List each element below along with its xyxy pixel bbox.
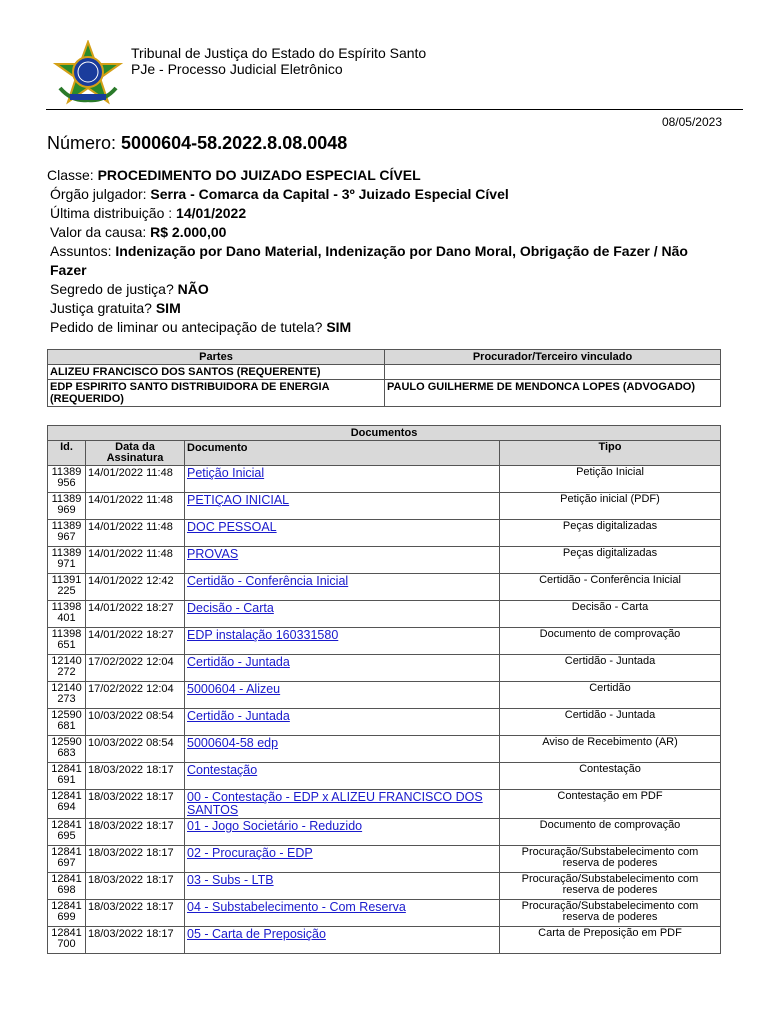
- tipo-cell: Aviso de Recebimento (AR): [500, 736, 721, 763]
- date-cell: 18/03/2022 18:17: [86, 763, 185, 790]
- id-part1: 12841: [51, 819, 82, 831]
- procurador-cell: PAULO GUILHERME DE MENDONCA LOPES (ADVOGADO): [385, 380, 721, 407]
- date-cell: 10/03/2022 08:54: [86, 736, 185, 763]
- table-row: [48, 466, 721, 493]
- procurador-cell: [385, 365, 721, 380]
- document-link[interactable]: Contestação: [187, 763, 258, 777]
- documento-header: Documento: [185, 441, 500, 466]
- table-row: [48, 819, 721, 846]
- document-cell: [185, 846, 500, 873]
- id-part1: 11389: [51, 547, 82, 559]
- tipo-cell: Decisão - Carta: [500, 601, 721, 628]
- id-cell: [48, 466, 86, 493]
- document-cell: [185, 873, 500, 900]
- id-cell: [48, 900, 86, 927]
- date-cell: 14/01/2022 11:48: [86, 493, 185, 520]
- date-cell: 18/03/2022 18:17: [86, 873, 185, 900]
- orgao-label: Órgão julgador:: [50, 186, 147, 202]
- document-cell: [185, 900, 500, 927]
- id-part2: 681: [57, 720, 76, 732]
- tipo-cell: Contestação: [500, 763, 721, 790]
- documentos-table: [47, 425, 721, 954]
- table-row: [48, 628, 721, 655]
- document-cell: [185, 790, 500, 819]
- table-row: [48, 520, 721, 547]
- tipo-cell: Petição Inicial: [500, 466, 721, 493]
- data-header: Data da Assinatura: [86, 441, 185, 466]
- id-part2: 699: [57, 911, 76, 923]
- id-cell: [48, 819, 86, 846]
- id-cell: [48, 601, 86, 628]
- date-cell: 18/03/2022 18:17: [86, 819, 185, 846]
- table-row: [48, 900, 721, 927]
- document-link[interactable]: Certidão - Juntada: [187, 709, 290, 723]
- id-part1: 11389: [51, 466, 82, 478]
- id-cell: [48, 547, 86, 574]
- id-part2: 651: [57, 639, 76, 651]
- gratuita-value: SIM: [155, 300, 181, 316]
- id-part2: 969: [57, 504, 76, 516]
- liminar-value: SIM: [326, 319, 352, 335]
- document-cell: [185, 493, 500, 520]
- process-number-label: Número:: [47, 133, 117, 153]
- tipo-cell: Certidão - Juntada: [500, 709, 721, 736]
- orgao-value: Serra - Comarca da Capital - 3º Juizado Especial Cível: [150, 186, 509, 202]
- id-part2: 971: [57, 558, 76, 570]
- table-row: [48, 655, 721, 682]
- table-row: [48, 574, 721, 601]
- id-cell: [48, 846, 86, 873]
- id-part1: 12590: [51, 709, 82, 721]
- id-header: Id.: [48, 441, 86, 466]
- document-cell: [185, 466, 500, 493]
- document-cell: [185, 574, 500, 601]
- id-part1: 12841: [51, 846, 82, 858]
- tipo-cell: Petição inicial (PDF): [500, 493, 721, 520]
- gratuita-label: Justiça gratuita?: [50, 300, 152, 316]
- id-part1: 12841: [51, 873, 82, 885]
- document-cell: [185, 601, 500, 628]
- document-link[interactable]: 05 - Carta de Preposição: [187, 927, 326, 941]
- segredo-line: [47, 280, 727, 299]
- tipo-cell: Peças digitalizadas: [500, 520, 721, 547]
- system-name: PJe - Processo Judicial Eletrônico: [131, 61, 343, 77]
- procurador-header: Procurador/Terceiro vinculado: [385, 350, 721, 365]
- parte-cell: ALIZEU FRANCISCO DOS SANTOS (REQUERENTE): [48, 365, 385, 380]
- id-part2: 698: [57, 884, 76, 896]
- document-link[interactable]: Decisão - Carta: [187, 601, 274, 615]
- date-cell: 14/01/2022 11:48: [86, 547, 185, 574]
- table-row: [48, 709, 721, 736]
- id-part1: 12590: [51, 736, 82, 748]
- table-row: [48, 736, 721, 763]
- segredo-value: NÃO: [177, 281, 209, 297]
- tipo-header: Tipo: [500, 441, 721, 466]
- header-divider: [46, 109, 743, 110]
- date-cell: 14/01/2022 11:48: [86, 520, 185, 547]
- table-row: [48, 763, 721, 790]
- id-part2: 273: [57, 693, 76, 705]
- segredo-label: Segredo de justiça?: [50, 281, 174, 297]
- id-part1: 12841: [51, 790, 82, 802]
- tipo-cell: Peças digitalizadas: [500, 547, 721, 574]
- process-info: [47, 166, 727, 337]
- document-cell: [185, 736, 500, 763]
- document-link[interactable]: EDP instalação 160331580: [187, 628, 339, 642]
- date-cell: 10/03/2022 08:54: [86, 709, 185, 736]
- document-cell: [185, 655, 500, 682]
- assuntos-label: Assuntos:: [50, 243, 112, 259]
- table-row: [48, 790, 721, 819]
- tipo-cell: Documento de comprovação: [500, 628, 721, 655]
- document-cell: [185, 709, 500, 736]
- assuntos-value: Indenização por Dano Material, Indenização por Dano Moral, Obrigação de Fazer / Não Fazer: [50, 243, 688, 278]
- distribuicao-label: Última distribuição :: [50, 205, 173, 221]
- parte-cell: EDP ESPIRITO SANTO DISTRIBUIDORA DE ENERGIA (REQUERIDO): [48, 380, 385, 407]
- valor-label: Valor da causa:: [50, 224, 147, 240]
- id-part2: 694: [57, 801, 76, 813]
- document-link[interactable]: 04 - Substabelecimento - Com Reserva: [187, 900, 406, 914]
- table-row: [48, 682, 721, 709]
- document-link[interactable]: Certidão - Juntada: [187, 655, 290, 669]
- id-part1: 12140: [51, 655, 82, 667]
- id-part2: 272: [57, 666, 76, 678]
- document-cell: [185, 819, 500, 846]
- orgao-line: [47, 185, 727, 204]
- document-link[interactable]: DOC PESSOAL: [187, 520, 277, 534]
- table-row: [48, 846, 721, 873]
- brazil-coat-of-arms-icon: [52, 40, 124, 106]
- id-cell: [48, 736, 86, 763]
- process-number: [47, 133, 347, 154]
- tipo-cell: Certidão - Conferência Inicial: [500, 574, 721, 601]
- document-cell: [185, 927, 500, 954]
- id-part2: 683: [57, 747, 76, 759]
- id-part1: 11398: [51, 601, 82, 613]
- id-part2: 225: [57, 585, 76, 597]
- distribuicao-value: 14/01/2022: [176, 205, 247, 221]
- document-link[interactable]: 02 - Procuração - EDP: [187, 846, 313, 860]
- tipo-cell: Certidão - Juntada: [500, 655, 721, 682]
- date-cell: 14/01/2022 18:27: [86, 628, 185, 655]
- id-cell: [48, 520, 86, 547]
- id-part1: 11389: [51, 520, 82, 532]
- id-cell: [48, 873, 86, 900]
- gratuita-line: [47, 299, 727, 318]
- table-row: [48, 873, 721, 900]
- id-cell: [48, 927, 86, 954]
- date-cell: 18/03/2022 18:17: [86, 790, 185, 819]
- liminar-label: Pedido de liminar ou antecipação de tutela?: [50, 319, 323, 335]
- id-cell: [48, 763, 86, 790]
- date-cell: 18/03/2022 18:17: [86, 900, 185, 927]
- document-link[interactable]: 03 - Subs - LTB: [187, 873, 274, 887]
- table-row: [48, 493, 721, 520]
- document-cell: [185, 628, 500, 655]
- id-part1: 12841: [51, 927, 82, 939]
- id-part2: 695: [57, 830, 76, 842]
- tipo-cell: Procuração/Substabelecimento com reserva de poderes: [500, 900, 721, 927]
- table-row: [48, 927, 721, 954]
- id-part2: 401: [57, 612, 76, 624]
- classe-line: [47, 166, 727, 185]
- document-cell: [185, 682, 500, 709]
- id-cell: [48, 682, 86, 709]
- distribuicao-line: [47, 204, 727, 223]
- document-link[interactable]: PETIÇAO INICIAL: [187, 493, 290, 507]
- document-link[interactable]: 5000604-58 edp: [187, 736, 279, 750]
- id-part1: 12841: [51, 900, 82, 912]
- id-part1: 12841: [51, 763, 82, 775]
- document-cell: [185, 763, 500, 790]
- date-cell: 14/01/2022 18:27: [86, 601, 185, 628]
- date-cell: 18/03/2022 18:17: [86, 846, 185, 873]
- partes-header: Partes: [48, 350, 385, 365]
- document-cell: [185, 520, 500, 547]
- id-cell: [48, 790, 86, 819]
- document-link[interactable]: Petição Inicial: [187, 466, 265, 480]
- id-cell: [48, 655, 86, 682]
- document-link[interactable]: 00 - Contestação - EDP x ALIZEU FRANCISCO DOS SANTOS: [187, 790, 483, 817]
- date-cell: 17/02/2022 12:04: [86, 655, 185, 682]
- id-part2: 691: [57, 774, 76, 786]
- documentos-title: Documentos: [48, 426, 721, 441]
- assuntos-line: [47, 242, 727, 280]
- id-part1: 12140: [51, 682, 82, 694]
- id-part2: 700: [57, 938, 76, 950]
- valor-value: R$ 2.000,00: [150, 224, 227, 240]
- document-link[interactable]: Certidão - Conferência Inicial: [187, 574, 349, 588]
- tipo-cell: Carta de Preposição em PDF: [500, 927, 721, 954]
- table-row: [48, 601, 721, 628]
- court-name: Tribunal de Justiça do Estado do Espírito Santo: [131, 45, 427, 61]
- document-link[interactable]: 5000604 - Alizeu: [187, 682, 281, 696]
- print-date: 08/05/2023: [661, 115, 722, 129]
- valor-line: [47, 223, 727, 242]
- document-link[interactable]: 01 - Jogo Societário - Reduzido: [187, 819, 363, 833]
- tipo-cell: Procuração/Substabelecimento com reserva de poderes: [500, 873, 721, 900]
- id-part1: 11389: [51, 493, 82, 505]
- document-cell: [185, 547, 500, 574]
- classe-value: PROCEDIMENTO DO JUIZADO ESPECIAL CÍVEL: [97, 167, 421, 183]
- document-link[interactable]: PROVAS: [187, 547, 239, 561]
- classe-label: Classe:: [47, 167, 94, 183]
- page-header: [0, 0, 768, 112]
- liminar-line: [47, 318, 727, 337]
- process-number-value: 5000604-58.2022.8.08.0048: [121, 133, 348, 153]
- tipo-cell: Documento de comprovação: [500, 819, 721, 846]
- date-cell: 17/02/2022 12:04: [86, 682, 185, 709]
- id-part1: 11391: [51, 574, 82, 586]
- tipo-cell: Contestação em PDF: [500, 790, 721, 819]
- documentos-body: [48, 466, 721, 954]
- table-row: [48, 547, 721, 574]
- date-cell: 14/01/2022 11:48: [86, 466, 185, 493]
- id-cell: [48, 709, 86, 736]
- tipo-cell: Certidão: [500, 682, 721, 709]
- id-part2: 967: [57, 531, 76, 543]
- id-cell: [48, 628, 86, 655]
- date-cell: 14/01/2022 12:42: [86, 574, 185, 601]
- id-cell: [48, 574, 86, 601]
- id-part1: 11398: [51, 628, 82, 640]
- tipo-cell: Procuração/Substabelecimento com reserva de poderes: [500, 846, 721, 873]
- id-cell: [48, 493, 86, 520]
- date-cell: 18/03/2022 18:17: [86, 927, 185, 954]
- id-part2: 697: [57, 857, 76, 869]
- id-part2: 956: [57, 477, 76, 489]
- partes-table: [47, 349, 721, 407]
